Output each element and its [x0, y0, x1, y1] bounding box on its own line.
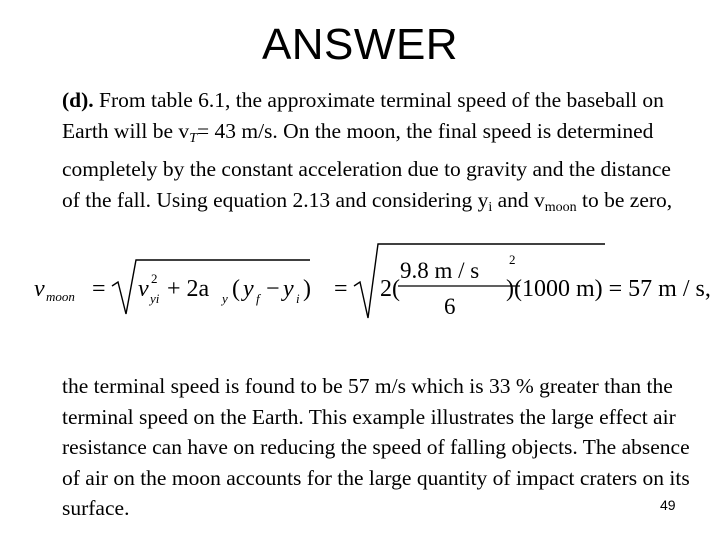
- eq-lhs-v: v: [34, 276, 45, 302]
- eq-open-paren: (: [232, 276, 240, 302]
- subscript-i: i: [488, 199, 493, 215]
- eq-y-i: y: [283, 276, 294, 302]
- part-label: (d).: [62, 88, 94, 112]
- slide-number: 49: [660, 497, 676, 513]
- intro-paragraph: [62, 85, 692, 223]
- eq-lhs-sub: moon: [46, 289, 75, 304]
- eq-equals-2: =: [334, 276, 348, 302]
- eq-num-sup: 2: [509, 252, 516, 267]
- eq-numerator: 9.8 m / s: [400, 258, 480, 283]
- velocity-equation: [30, 236, 720, 326]
- eq-close-paren: ): [303, 276, 311, 302]
- para1-text-b: = 43 m/s. On the moon, the final speed is determined completely by the constant acceleration due to gravity and the distance of the fall. Using equation 2.13 and considering y: [62, 118, 671, 212]
- eq-sub-i: i: [296, 291, 300, 306]
- eq-term-2a: + 2a: [167, 276, 210, 302]
- eq-two: 2(: [380, 276, 400, 302]
- para1-text-d: to be zero,: [576, 187, 673, 212]
- para1-text-a: From table 6.1, the approximate terminal speed of the baseball on Earth will be v: [62, 88, 664, 143]
- conclusion-paragraph: the terminal speed is found to be 57 m/s which is 33 % greater than the terminal speed on the Earth. This example illustrates the large effect air resistance can have on reducing the speed of falling objects. The absence of air on the moon accounts for the large quantity of impact craters on its surface.: [62, 374, 690, 520]
- eq-v-yi: v: [138, 276, 149, 302]
- subscript-T: T: [189, 130, 197, 146]
- eq-sub-f: f: [256, 291, 260, 306]
- eq-sub-y: y: [222, 291, 228, 306]
- eq-denominator: 6: [444, 294, 456, 319]
- eq-sup-2: 2: [151, 271, 158, 286]
- eq-sub-yi: yi: [150, 291, 160, 306]
- para1-text-c: and v: [492, 187, 545, 212]
- eq-minus: −: [266, 276, 280, 302]
- slide-title: ANSWER: [261, 20, 459, 69]
- eq-tail: )(1000 m) = 57 m / s,: [506, 276, 711, 302]
- eq-equals-1: =: [92, 276, 106, 302]
- subscript-moon: moon: [544, 199, 577, 215]
- eq-y-f: y: [243, 276, 254, 302]
